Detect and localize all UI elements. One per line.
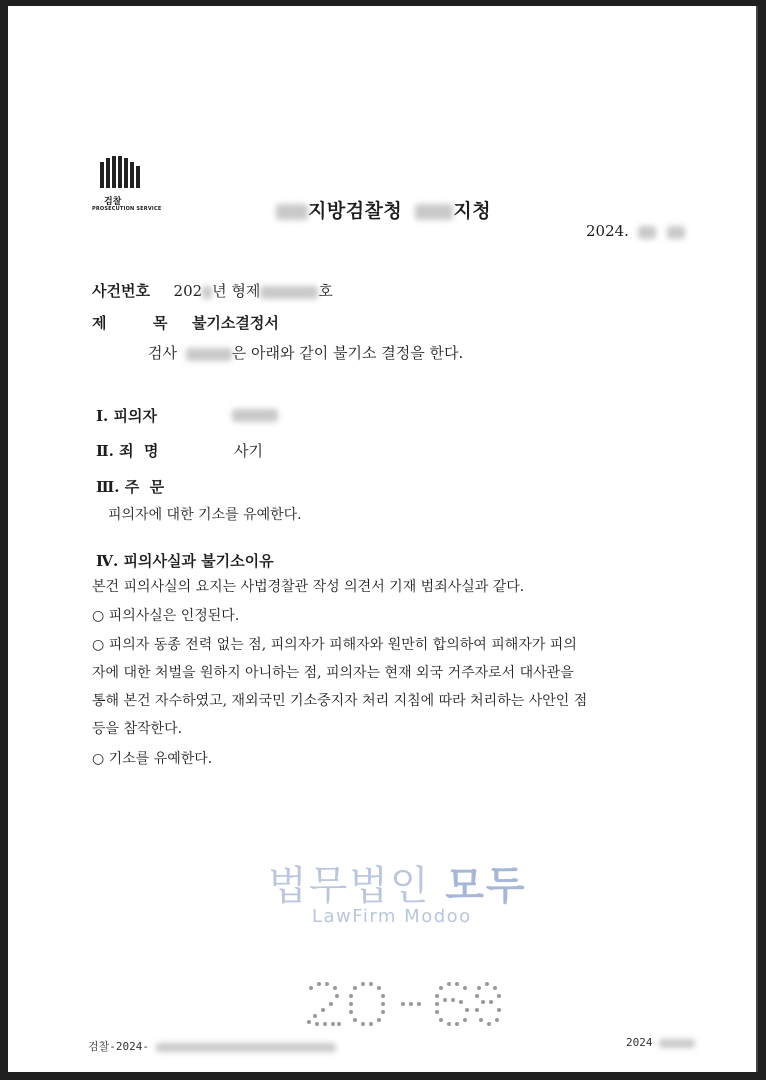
redacted-day <box>667 226 685 239</box>
intro-prosecutor-label: 검사 <box>148 344 177 362</box>
logo-subtitle: PROSECUTION SERVICE <box>92 206 162 212</box>
intro-text: 은 아래와 같이 불기소 결정을 한다. <box>231 344 464 362</box>
case-year-prefix: 202 <box>173 282 203 300</box>
disposition-text: 피의자에 대한 기소를 유예한다. <box>108 507 302 523</box>
case-number-label: 사건번호 <box>92 282 150 300</box>
section-2-title: 죄 명 <box>119 442 159 460</box>
document-date <box>586 222 685 240</box>
reason-bullet-1: ○ 피의사실은 인정된다. <box>92 608 240 624</box>
section-2-heading <box>96 440 159 461</box>
reason-bullet-2-line-1: ○ 피의자 동종 전력 없는 점, 피의자가 피해자와 원만히 합의하여 피해자가 피의 <box>92 637 577 653</box>
section-3-heading <box>96 476 164 497</box>
reason-bullet-3: ○ 기소를 유예한다. <box>92 751 213 767</box>
case-suffix: 호 <box>318 282 333 300</box>
office-branch-label: 지청 <box>453 200 492 222</box>
redacted-suspect-name <box>232 409 278 422</box>
office-header <box>276 196 491 223</box>
redacted-case-number <box>260 286 318 299</box>
section-3-numeral: Ⅲ. <box>96 478 120 496</box>
document-page <box>8 6 758 1072</box>
reason-bullet-2-line-2: 자에 대한 처벌을 원하지 아니하는 점, 피의자는 현재 외국 거주자로서 대사관을 <box>92 665 574 681</box>
reason-line-1: 본건 피의사실의 요지는 사법경찰관 작성 의견서 기재 범죄사실과 같다. <box>92 579 525 595</box>
prosecution-logo-icon <box>100 156 140 188</box>
section-1-numeral: Ⅰ. <box>96 407 109 425</box>
reason-bullet-2-line-3: 통해 본건 자수하였고, 재외국민 기소중지자 처리 지침에 따라 처리하는 사안인 점 <box>92 693 588 709</box>
watermark-korean <box>268 854 527 911</box>
footer-right-text: 2024 <box>626 1036 653 1049</box>
section-4-heading <box>96 550 274 571</box>
subject-label-1: 제 <box>92 314 107 332</box>
section-2-numeral: Ⅱ. <box>96 442 114 460</box>
redacted-prosecutor-name <box>186 348 232 361</box>
footer-left <box>88 1038 336 1054</box>
redacted-footer-date <box>659 1039 695 1048</box>
redacted-footer-code <box>156 1043 336 1052</box>
logo-title: 검찰 <box>104 197 122 207</box>
footer-left-text: 검찰-2024- <box>88 1040 149 1053</box>
redacted-month <box>638 226 656 239</box>
subject-value: 불기소결정서 <box>191 314 279 332</box>
section-4-numeral: Ⅳ. <box>96 552 119 570</box>
reason-bullet-2-line-4: 등을 참작한다. <box>92 721 183 737</box>
case-mid: 년 형제 <box>212 282 261 300</box>
redacted-district <box>276 204 308 220</box>
footer-right <box>626 1036 695 1049</box>
section-4-title: 피의사실과 불기소이유 <box>123 552 274 570</box>
date-year: 2024. <box>586 222 629 240</box>
intro-line <box>148 342 463 363</box>
case-number-row <box>92 280 333 301</box>
charge-value: 사기 <box>234 442 263 460</box>
office-district-label: 지방검찰청 <box>308 200 403 222</box>
redacted-case-year <box>202 286 212 299</box>
section-3-title: 주 문 <box>124 478 165 496</box>
watermark-ko-part2: 모두 <box>445 863 527 909</box>
section-1-title: 피의자 <box>113 407 157 425</box>
subject-row <box>92 312 279 333</box>
watermark-ko-part1: 법무법인 <box>268 863 431 909</box>
watermark-english: LawFirm Modoo <box>312 906 472 927</box>
redacted-branch <box>415 204 453 220</box>
subject-label-2: 목 <box>152 314 168 332</box>
perforation-stamp-icon <box>303 978 503 1030</box>
section-1-heading <box>96 405 157 426</box>
